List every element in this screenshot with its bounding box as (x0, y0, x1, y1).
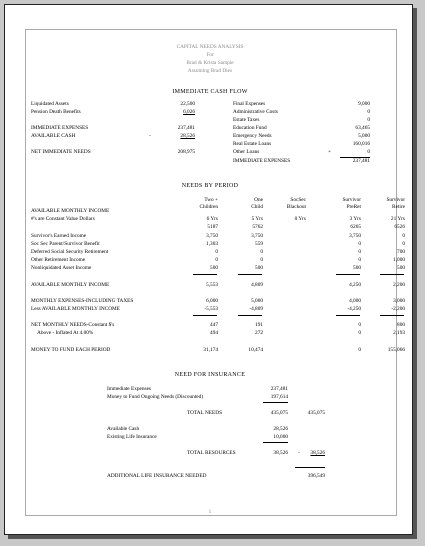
cell: 0 (215, 257, 218, 263)
cell: 0 (402, 241, 405, 247)
cell: 5,000 (251, 298, 263, 304)
icf-left-label: Pension Death Benefits (31, 109, 81, 115)
cell: -2,200 (391, 306, 405, 312)
icf-right-value: 9,000 (358, 101, 370, 107)
cell: 31,174 (203, 347, 218, 353)
cell: 0 Yrs (294, 216, 306, 222)
row-label: AVAILABLE MONTHLY INCOME (31, 282, 110, 288)
report-for: For (206, 52, 214, 58)
cell: 500 (255, 265, 263, 271)
rule (336, 274, 360, 275)
icf-sign: - (149, 133, 151, 139)
cell: 5,553 (206, 282, 218, 288)
nfi-label: Available Cash (107, 426, 140, 432)
cell: 1,000 (393, 257, 405, 263)
rule (193, 315, 217, 316)
icf-left-value: 6,026 (183, 109, 195, 115)
icf-sign: + (328, 149, 331, 155)
page-shadow-right (413, 8, 417, 539)
nfi-label: Immediate Expenses (107, 386, 151, 392)
row-label: MONTHLY EXPENSES-INCLUDING TAXES (31, 298, 134, 304)
column-header: Child (251, 204, 263, 210)
icf-right-value: 0 (367, 149, 370, 155)
cell: 6265 (350, 224, 361, 230)
nfi-label: ADDITIONAL LIFE INSURANCE NEEDED (107, 473, 207, 479)
icf-right-label: Estate Taxes (233, 117, 260, 123)
cell: 6526 (394, 224, 405, 230)
nfi-value: 396,549 (307, 473, 325, 479)
rule (336, 315, 360, 316)
icf-left-value: 28,526 (180, 133, 195, 139)
icf-left-value: 237,481 (177, 125, 195, 131)
icf-left-value: 208,975 (177, 149, 195, 155)
icf-right-value: 160,016 (352, 141, 370, 147)
cell: 4,000 (349, 298, 361, 304)
cell: 0 (260, 257, 263, 263)
icf-left-label: Liquidated Assets (31, 101, 69, 107)
icf-left-value: 22,500 (180, 101, 195, 107)
row-label: Deferred Social Security Retirement (31, 249, 109, 255)
row-label: Soc Sec Parent/Survivor Benefit (31, 241, 100, 247)
nfi-label: Existing Life Insurance (107, 434, 157, 440)
rule (263, 402, 288, 403)
column-header: One (254, 197, 263, 203)
row-label: NET MONTHLY NEEDS-Constant $'s (31, 322, 115, 328)
cell: -4,250 (347, 306, 361, 312)
icf-right-value: 0 (367, 109, 370, 115)
assumption: Assuming Brad Dies (187, 68, 233, 74)
cell: -4,809 (249, 306, 263, 312)
rule (380, 315, 404, 316)
cell: 4,809 (251, 282, 263, 288)
cell: 5 Yrs (251, 216, 263, 222)
cell: 2,200 (393, 282, 405, 288)
cell: 272 (255, 330, 263, 336)
cell: 500 (397, 265, 405, 271)
rule (295, 467, 325, 468)
row-label: Less AVAILABLE MONTHLY INCOME (31, 306, 120, 312)
icf-right-label: Other Loans (233, 149, 260, 155)
column-header: Survivor (342, 197, 361, 203)
column-header: Blackout (286, 204, 306, 210)
row-label: MONEY TO FUND EACH PERIOD (31, 347, 111, 353)
row-label: #'s are Constant Value Dollars (31, 216, 95, 222)
cell: 3,750 (349, 233, 361, 239)
column-header: Two + (204, 197, 218, 203)
row-label: Nonliquidated Asset Income (31, 265, 92, 271)
cell: 559 (255, 241, 263, 247)
cell: 700 (397, 249, 405, 255)
nfi-value: 237,481 (270, 386, 288, 392)
cell: 0 (358, 241, 361, 247)
cell: 3,000 (393, 298, 405, 304)
cell: 0 (358, 347, 361, 353)
nfi-value: 435,075 (270, 410, 288, 416)
nfi-label: TOTAL RESOURCES (187, 450, 236, 456)
cell: 5187 (207, 224, 218, 230)
page-shadow-bottom (8, 535, 417, 539)
rule (380, 274, 404, 275)
cell: 3,750 (206, 233, 218, 239)
cell: 2,193 (393, 330, 405, 336)
icf-right-label: IMMEDIATE EXPENSES (233, 158, 291, 164)
icf-right-label: Real Estate Loans (233, 141, 272, 147)
cell: 1,303 (206, 241, 218, 247)
row-label: Above - Inflated At 4.00% (37, 330, 94, 336)
cell: 800 (397, 322, 405, 328)
row-label: Survivor's Earned Income (31, 233, 87, 239)
nfi-label: TOTAL NEEDS (187, 410, 223, 416)
nfi-value: 38,526 (310, 450, 325, 456)
column-header: SocSec (290, 197, 306, 203)
cell: 6 Yrs (206, 216, 218, 222)
cell: 447 (210, 322, 218, 328)
cell: 500 (210, 265, 218, 271)
section-need-for-insurance: NEED FOR INSURANCE (174, 372, 246, 378)
nfi-value: 435,075 (307, 410, 325, 416)
column-header: Children (199, 204, 218, 210)
cell: 191 (255, 322, 263, 328)
cell: 5762 (252, 224, 263, 230)
cell: 10,474 (248, 347, 263, 353)
cell: 0 (358, 330, 361, 336)
row-label: AVAILABLE MONTHLY INCOME (31, 208, 110, 214)
icf-left-label: IMMEDIATE EXPENSES (31, 125, 89, 131)
icf-right-label: Administrative Costs (233, 109, 278, 115)
rule (238, 274, 262, 275)
cell: 0 (358, 322, 361, 328)
icf-right-label: Education Fund (233, 125, 267, 131)
nfi-value: 38,526 (273, 450, 288, 456)
nfi-value: 10,000 (273, 434, 288, 440)
icf-right-value: 0 (367, 117, 370, 123)
cell: 3,750 (251, 233, 263, 239)
client-name: Brad & Krista Sample (186, 60, 234, 66)
icf-right-value: 237,481 (352, 158, 370, 164)
cell: 4,250 (349, 282, 361, 288)
page-number: 1 (208, 509, 212, 515)
cell: 21 Yrs (390, 216, 405, 222)
section-immediate-cash-flow: IMMEDIATE CASH FLOW (172, 89, 248, 95)
cell: -5,553 (204, 306, 218, 312)
icf-left-label: NET IMMEDIATE NEEDS (31, 149, 91, 155)
cell: 155,066 (387, 347, 405, 353)
cell: 3 Yrs (349, 216, 361, 222)
icf-right-value: 63,465 (355, 125, 370, 131)
cell: 0 (402, 233, 405, 239)
icf-right-value: 5,000 (358, 133, 370, 139)
row-label: Other Retirement Income (31, 257, 86, 263)
column-header: Survivor (386, 197, 405, 203)
cell: 0 (260, 249, 263, 255)
rule (238, 315, 262, 316)
report-title: CAPITAL NEEDS ANALYSIS (176, 44, 244, 50)
section-needs-by-period: NEEDS BY PERIOD (181, 183, 239, 189)
rule (193, 274, 217, 275)
nfi-value: 28,526 (273, 426, 288, 432)
cell: 0 (358, 249, 361, 255)
cell: 494 (210, 330, 218, 336)
nfi-sign: - (298, 450, 300, 456)
icf-left-label: AVAILABLE CASH (31, 133, 76, 139)
cell: 6,000 (206, 298, 218, 304)
column-header: Retire (392, 204, 405, 210)
cell: 0 (358, 257, 361, 263)
nfi-value: 197,614 (270, 394, 288, 400)
icf-right-label: Final Expenses (233, 101, 266, 107)
document-page (4, 4, 413, 535)
cell: 500 (353, 265, 361, 271)
column-header: PreRet (346, 204, 361, 210)
icf-right-label: Emergency Needs (233, 133, 272, 139)
nfi-label: Money to Fund Ongoing Needs (Discounted) (107, 394, 204, 400)
rule (263, 442, 288, 443)
cell: 0 (215, 249, 218, 255)
